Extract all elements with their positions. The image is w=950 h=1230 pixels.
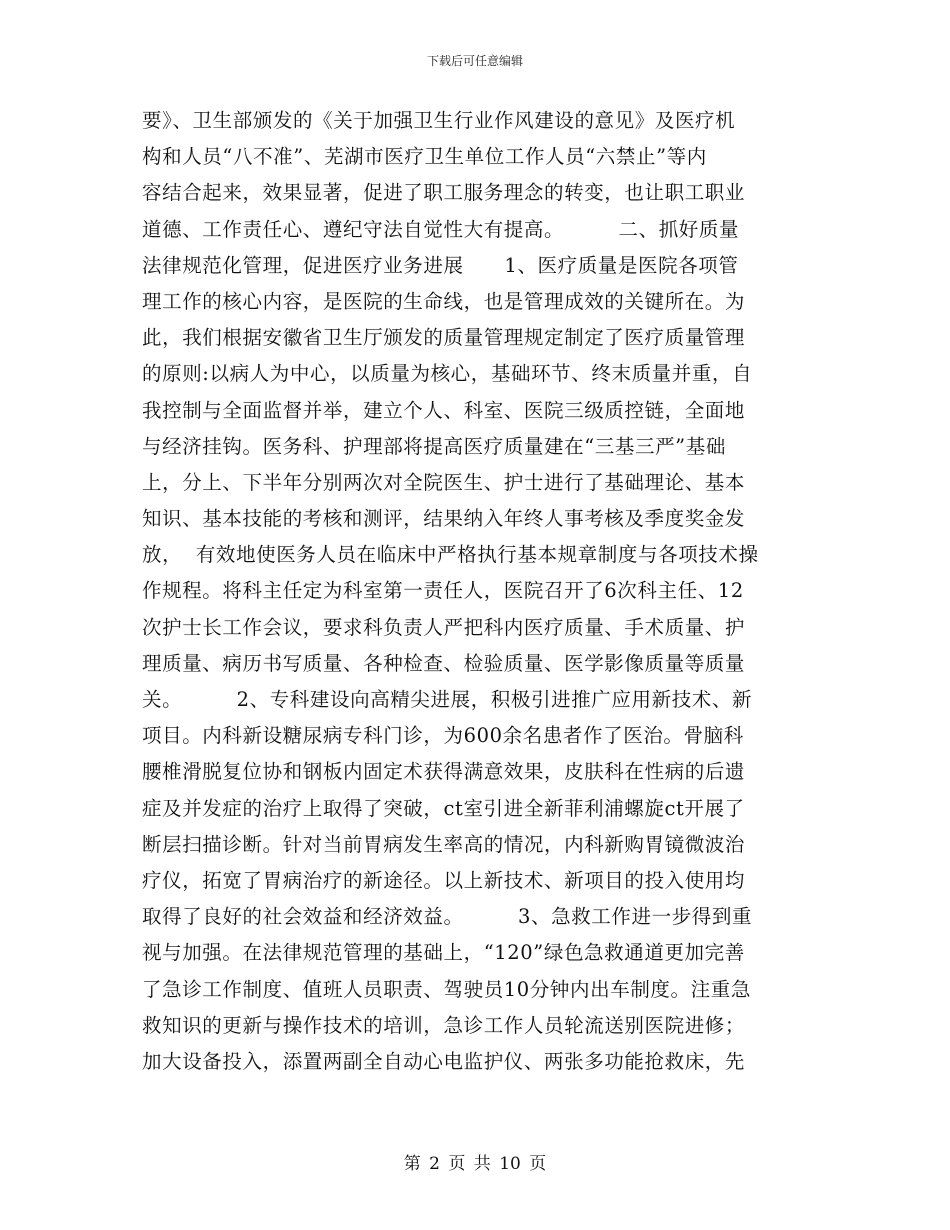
body-line: 了急诊工作制度、值班人员职责、驾驶员10分钟内出车制度。注重急 — [142, 977, 751, 1001]
body-line: 道德、工作责任心、遵纪守法自觉性大有提高。 二、抓好质量 — [142, 217, 740, 241]
body-line: 关。 2、专科建设向高精尖进展，积极引进推广应用新技术、新 — [142, 688, 753, 711]
body-line: 放， 有效地使医务人员在临床中严格执行基本规章制度与各项技术操 — [142, 543, 759, 567]
body-line: 次护士长工作会议，要求科负责人严把科内医疗质量、手术质量、护 — [142, 615, 746, 639]
body-line: 疗仪，拓宽了胃病治疗的新途径。以上新技术、新项目的投入使用均 — [142, 868, 746, 892]
body-line: 构和人员“八不准”、芜湖市医疗卫生单位工作人员“六禁止”等内 — [142, 145, 707, 169]
body-line: 知识、基本技能的考核和测评，结果纳入年终人事考核及季度奖金发 — [142, 507, 746, 531]
body-line: 作规程。将科主任定为科室第一责任人，医院召开了6次科主任、12 — [142, 579, 744, 603]
page-footer: 第 2 页 共 10 页 — [403, 1154, 547, 1174]
body-line: 我控制与全面监督并举，建立个人、科室、医院三级质控链，全面地 — [142, 398, 746, 422]
body-line: 的原则:以病人为中心，以质量为核心，基础环节、终末质量并重，自 — [142, 362, 753, 386]
document-body — [142, 103, 810, 1080]
body-line: 项目。内科新设糖尿病专科门诊，为600余名患者作了医治。骨脑科 — [142, 724, 744, 748]
body-line: 腰椎滑脱复位协和钢板内固定术获得满意效果，皮肤科在性病的后遗 — [142, 760, 746, 784]
body-line: 容结合起来，效果显著，促进了职工服务理念的转变，也让职工职业 — [142, 181, 746, 205]
body-line: 此，我们根据安徽省卫生厅颁发的质量管理规定制定了医疗质量管理 — [142, 326, 746, 350]
body-line: 理质量、病历书写质量、各种检查、检验质量、医学影像质量等质量 — [142, 651, 746, 675]
body-line: 视与加强。在法律规范管理的基础上，“120”绿色急救通道更加完善 — [142, 941, 745, 965]
body-line: 上，分上、下半年分别两次对全院医生、护士进行了基础理论、基本 — [142, 470, 746, 494]
body-line: 法律规范化管理，促进医疗业务进展 1、医疗质量是医院各项管 — [142, 253, 739, 277]
body-line: 理工作的核心内容，是医院的生命线，也是管理成效的关键所在。为 — [142, 289, 746, 313]
body-line: 加大设备投入，添置两副全自动心电监护仪、两张多功能抢救床，先 — [142, 1049, 746, 1073]
body-line: 症及并发症的治疗上取得了突破，ct室引进全新菲利浦螺旋ct开展了 — [142, 796, 745, 820]
page-header: 下载后可任意编辑 — [426, 54, 523, 68]
body-line: 取得了良好的社会效益和经济效益。 3、急救工作进一步得到重 — [142, 905, 753, 929]
body-line: 与经济挂钩。医务科、护理部将提高医疗质量建在“三基三严”基础 — [142, 434, 726, 458]
body-line: 断层扫描诊断。针对当前胃病发生率高的情况，内科新购胃镜微波治 — [142, 832, 746, 856]
body-line: 救知识的更新与操作技术的培训，急诊工作人员轮流送别医院进修； — [142, 1013, 746, 1037]
body-line: 要》、卫生部颁发的《关于加强卫生行业作风建设的意见》及医疗机 — [142, 109, 736, 132]
